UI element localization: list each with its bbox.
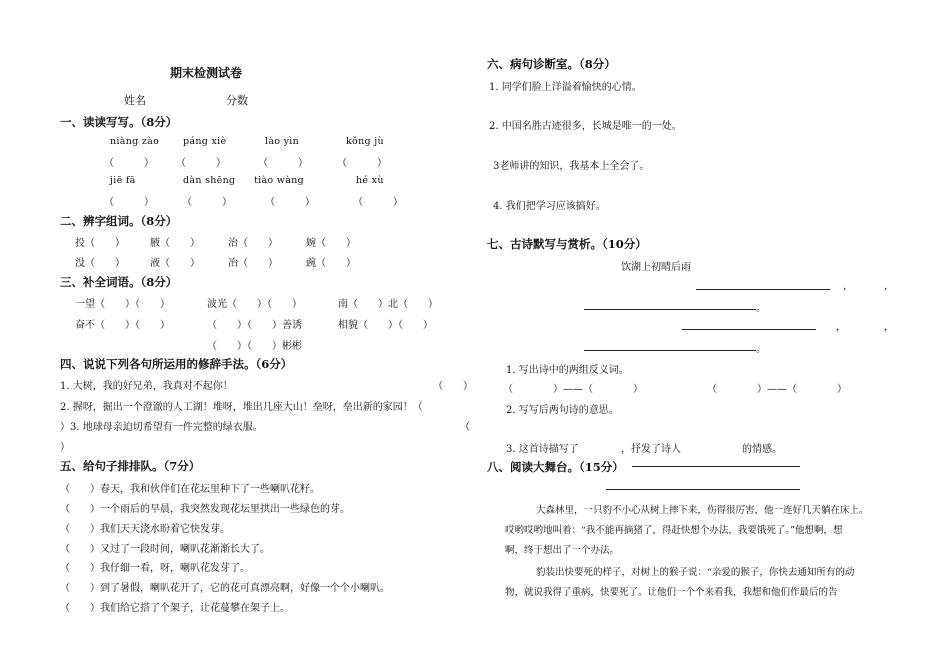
idiom-item[interactable]: （ ）（ ）善诱: [207, 320, 302, 331]
section-6-heading: 六、病句诊断室。（8分）: [487, 57, 616, 71]
punctuation: ，: [836, 322, 846, 333]
order-item[interactable]: （ ）又过了一段时间，喇叭花渐渐长大了。: [60, 544, 270, 555]
idiom-item[interactable]: 波光（ ）（ ）: [207, 299, 302, 310]
poem-line-blank[interactable]: [682, 329, 816, 330]
pinyin: kǒng jù: [346, 136, 384, 147]
punctuation: ，: [884, 322, 894, 333]
pinyin: jiē fā: [110, 175, 136, 186]
order-item[interactable]: （ ）我仔细一看，呀，喇叭花发芽了。: [60, 563, 250, 574]
poem-line-blank[interactable]: [584, 309, 756, 310]
answer-blank[interactable]: （ ）: [176, 158, 226, 169]
idiom-item[interactable]: （ ）（ ）彬彬: [207, 341, 302, 352]
section-1-heading: 一、读读写写。（8分）: [60, 115, 178, 129]
sentence-item: 4. 我们把学习应该搞好。: [493, 201, 606, 212]
poem-question-2: 2. 写写后两句诗的意思。: [506, 405, 619, 416]
answer-blank[interactable]: （ ）: [265, 197, 315, 208]
word-item[interactable]: 腋（ ）: [150, 238, 200, 249]
rhetoric-item-2: 2. 握呀，掘出一个澄澈的人工湖！堆呀，堆出几座大山！垒呀，垒出新的家园！（: [60, 402, 423, 413]
rhetoric-item-3: ）3. 地球母亲迫切希望有一件完整的绿衣服。: [60, 422, 263, 433]
idiom-item[interactable]: 相貌（ ）（ ）: [338, 320, 433, 331]
exam-title: 期末检测试卷: [170, 66, 243, 80]
poem-question-3b: ，抒发了诗人: [621, 444, 681, 455]
answer-blank[interactable]: （ ）: [182, 197, 232, 208]
rhetoric-item-1: 1. 大树，我的好兄弟，我真对不起你！: [60, 381, 233, 392]
reading-text: 物，就说我得了重病，快要死了。让他们一个个来看我，我想和他们作最后的告: [505, 587, 838, 598]
poem-line-blank[interactable]: [696, 289, 830, 290]
score-label: 分数: [226, 94, 248, 107]
sentence-item: 3老师讲的知识，我基本上全会了。: [493, 161, 650, 172]
section-5-heading: 五、给句子排排队。（7分）: [60, 459, 201, 473]
answer-blank[interactable]: （ ）: [258, 158, 308, 169]
section-7-heading: 七、古诗默写与赏析。（10分）: [487, 237, 647, 251]
word-item[interactable]: 没（ ）: [75, 258, 125, 269]
section-2-heading: 二、辨字组词。（8分）: [60, 214, 178, 228]
word-item[interactable]: 治（ ）: [228, 238, 278, 249]
pinyin: dàn shēng: [183, 175, 236, 186]
punctuation: ，: [884, 281, 894, 292]
order-item[interactable]: （ ）我们天天浇水盼着它快发芽。: [60, 524, 230, 535]
section-8-heading: 八、阅读大舞台。（15分）: [487, 460, 624, 474]
word-item[interactable]: 液（ ）: [150, 258, 200, 269]
punctuation: ，: [843, 281, 853, 292]
punctuation: 。: [756, 303, 766, 314]
order-item[interactable]: （ ）到了暑假，喇叭花开了，它的花可真漂亮啊，好像一个个小喇叭。: [60, 583, 390, 594]
poem-line-blank[interactable]: [584, 350, 756, 351]
pinyin: tiào wàng: [254, 175, 304, 186]
title-blank[interactable]: [606, 489, 800, 490]
poem-question-1: 1. 写出诗中的两组反义词。: [506, 365, 629, 376]
reading-text: 大森林里，一只豹不小心从树上摔下来，伤得很厉害，他一连好几天躺在床上。: [536, 505, 869, 516]
answer-blank[interactable]: （ ）: [433, 381, 473, 392]
pinyin: páng xiè: [183, 136, 227, 147]
pinyin: hé xù: [356, 175, 384, 186]
reading-text: 哎哟哎哟地叫着：“我不能再摘猪了，得赶快想个办法，我要饿死了。”他想啊，想: [505, 525, 843, 536]
answer-blank[interactable]: （ ）: [337, 158, 387, 169]
word-item[interactable]: 冶（ ）: [228, 258, 278, 269]
answer-blank[interactable]: （ ）: [104, 158, 154, 169]
word-item[interactable]: 投（ ）: [75, 238, 125, 249]
idiom-item[interactable]: 南（ ）北（ ）: [338, 299, 438, 310]
order-item[interactable]: （ ）我们给它搭了个架子，让花蔓攀在架子上。: [60, 603, 290, 614]
antonym-blank[interactable]: （ ）——（ ）: [503, 384, 643, 395]
pinyin: lào yìn: [265, 136, 300, 147]
sentence-item: 2. 中国名胜古迹很多，长城是唯一的一处。: [489, 121, 682, 132]
order-item[interactable]: （ ）一个雨后的早晨，我突然发现花坛里拱出一些绿色的芽。: [60, 504, 350, 515]
idiom-item[interactable]: 一望（ ）（ ）: [75, 299, 170, 310]
reading-text: 啊，终于想出了一个办法。: [505, 545, 620, 556]
punctuation: 。: [756, 344, 766, 355]
sentence-item: 1. 同学们脸上洋溢着愉快的心情。: [489, 82, 642, 93]
answer-blank-end: ）: [60, 442, 70, 453]
order-item[interactable]: （ ）春天，我和伙伴们在花坛里种下了一些喇叭花籽。: [60, 484, 320, 495]
title-blank[interactable]: [632, 466, 800, 467]
name-label: 姓名: [124, 94, 146, 107]
section-4-heading: 四、说说下列各句所运用的修辞手法。（6分）: [60, 357, 293, 371]
word-item[interactable]: 豌（ ）: [306, 258, 356, 269]
poem-title: 饮湖上初晴后雨: [621, 262, 691, 273]
pinyin: niàng zào: [110, 136, 160, 147]
reading-text: 豹装出快要死的样子，对树上的猴子说：“亲爱的猴子，你快去通知所有的动: [536, 567, 855, 578]
answer-blank[interactable]: （ ）: [353, 197, 403, 208]
idiom-item[interactable]: 奋不（ ）（ ）: [75, 320, 170, 331]
section-3-heading: 三、补全词语。（8分）: [60, 275, 178, 289]
poem-question-3a: 3. 这首诗描写了: [506, 444, 579, 455]
word-item[interactable]: 婉（ ）: [306, 238, 356, 249]
poem-question-3c: 的情感。: [742, 444, 782, 455]
antonym-blank[interactable]: （ ）——（ ）: [707, 384, 847, 395]
answer-blank[interactable]: （: [460, 422, 470, 433]
answer-blank[interactable]: （ ）: [104, 197, 154, 208]
